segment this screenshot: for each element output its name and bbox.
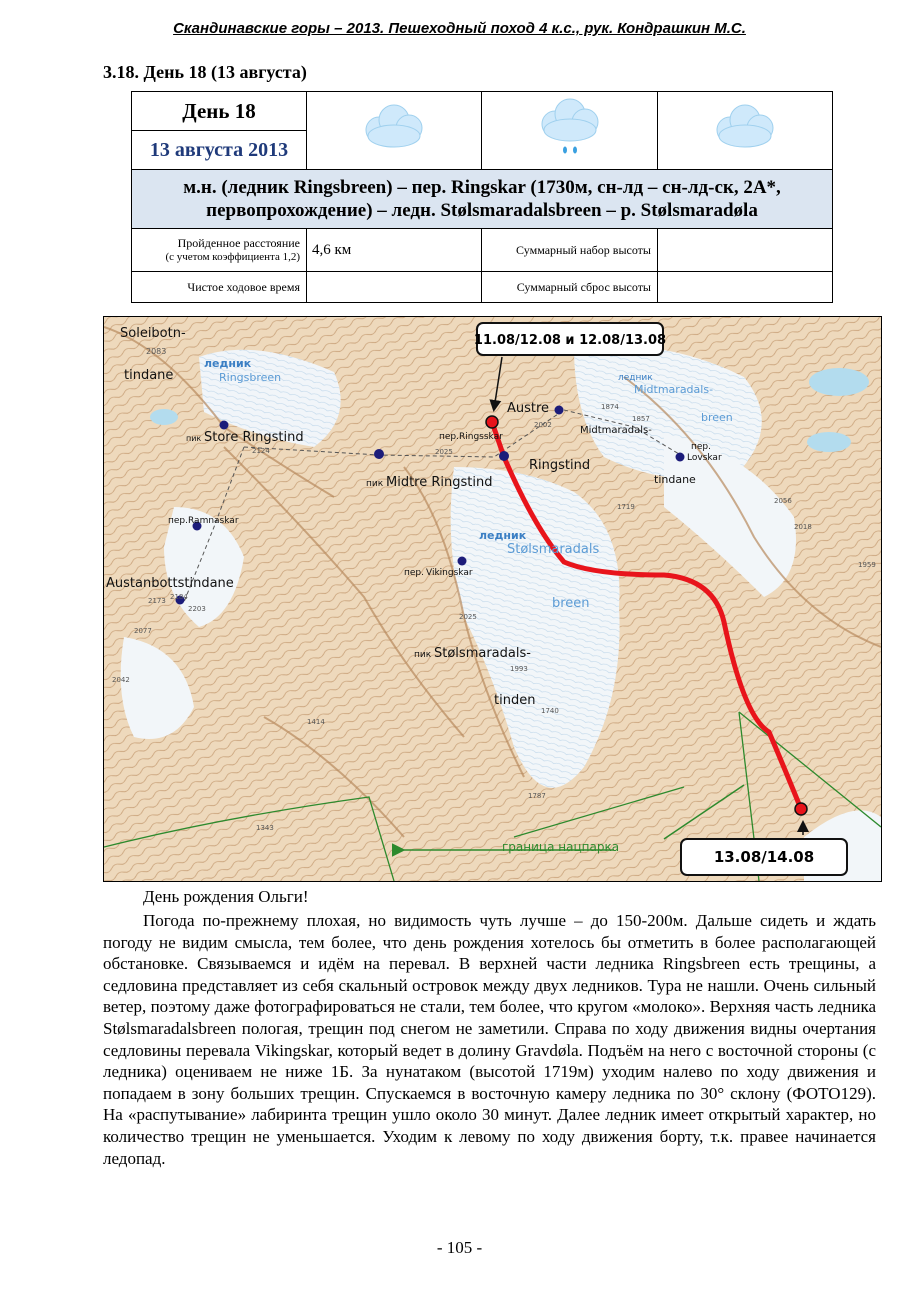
label-per-2: пер. — [691, 442, 711, 452]
cloud-icon — [710, 100, 780, 156]
page-number: - 105 - — [436, 1238, 483, 1257]
callout-top-text: 11.08/12.08 и 12.08/13.08 — [473, 333, 667, 348]
distance-label-line1: Пройденное расстояние — [177, 236, 300, 250]
section-title: 3.18. День 18 (13 августа) — [103, 62, 307, 82]
label-lednik-1: ледник — [204, 357, 252, 370]
label-breen-2: breen — [552, 596, 590, 611]
label-per-1: пер. — [439, 432, 459, 442]
paragraph-1: День рождения Ольги! — [143, 887, 309, 906]
label-2025-a: 2025 — [435, 448, 453, 456]
label-2042: 2042 — [112, 676, 130, 684]
label-1959: 1959 — [858, 561, 876, 569]
label-1343: 1343 — [256, 824, 274, 832]
weather-cell-3 — [658, 92, 833, 170]
label-per-4: пер. — [404, 568, 424, 578]
descent-label: Суммарный сброс высоты — [482, 272, 658, 303]
label-lovskar: Lovskar — [687, 453, 722, 463]
label-2173: 2173 — [148, 597, 166, 605]
label-midtre-ringstind: Midtre Ringstind — [386, 475, 493, 490]
label-stolsmaradals: Stølsmaradals — [507, 542, 600, 557]
label-midtmaradals: Midtmaradals- — [580, 425, 652, 436]
label-stolsmaradals-tind: Stølsmaradals- — [434, 646, 531, 661]
cloud-icon — [359, 100, 429, 156]
label-pik-2: пик — [366, 479, 384, 489]
label-midtmaradals-breen: Midtmaradals- — [634, 383, 714, 396]
label-1740: 1740 — [541, 707, 559, 715]
park-border-label: граница нацпарка — [502, 840, 620, 854]
label-ringsskar: Ringsskar — [459, 432, 503, 442]
label-2184: 2184 — [170, 593, 188, 601]
route-description — [132, 170, 833, 229]
distance-value: 4,6 км — [307, 229, 482, 272]
time-label: Чистое ходовое время — [132, 272, 307, 303]
label-2018: 2018 — [794, 523, 812, 531]
ascent-label: Суммарный набор высоты — [482, 229, 658, 272]
label-vikingskar: Vikingskar — [426, 568, 473, 578]
ascent-value — [658, 229, 833, 272]
descent-value — [658, 272, 833, 303]
rain-cloud-icon — [535, 96, 605, 160]
running-header: Скандинавские горы – 2013. Пешеходный поход 4 к.с., рук. Кондрашкин М.С. — [173, 20, 746, 37]
label-tindane-1: tindane — [124, 368, 174, 383]
label-austre: Austre — [507, 401, 550, 416]
label-2077: 2077 — [134, 627, 152, 635]
label-2025-b: 2025 — [459, 613, 477, 621]
day-date: 13 августа 2013 — [132, 131, 307, 170]
label-lednik-2: ледник — [618, 373, 653, 383]
label-store-ringstind: Store Ringstind — [204, 430, 304, 445]
label-2002: 2002 — [534, 421, 552, 429]
route-map — [103, 316, 882, 882]
label-1874: 1874 — [601, 403, 619, 411]
label-tinden: tinden — [494, 693, 536, 708]
weather-cell-2 — [482, 92, 658, 170]
label-lednik-3: ледник — [479, 529, 527, 542]
label-soleibotn: Soleibotn- — [120, 326, 186, 341]
label-2056: 2056 — [774, 497, 792, 505]
weather-cell-1 — [307, 92, 482, 170]
paragraph-2: Погода по-прежнему плохая, но видимость чуть лучше – до 150-200м. Дальше сидеть и ждать погоду не видим смысла, тем более, что день рождения хотелось бы отметить в более располагающей обстановке. Связываемся и идём на перевал. В верхней части ледника Ringsbreen есть трещины, а седловина представляет из себя скальный островок между двух ледников. Тура не нашли. Очень сильный ветер, поэтому даже фотографироваться не стали, тем более, что кругом «молоко». Верхняя часть ледника Stølsmaradalsbreen пологая, трещин под снегом не заметили. Справа по ходу движения видны очертания седловины перевала Vikingskar, который ведет в долину Gravdøla. Подъём на него с восточной стороны (с ледника) оцениваем не ниже 1Б. За нунатаком (высотой 1719м) уходим налево по ходу движения и попадаем в зону больших трещин. Спускаемся в восточную камеру ледника по 30° склону (ФОТО129). На «распутывание» лабиринта трещин ушло около 30 минут. Далее ледник имеет открытый характер, но количество трещин не уменьшается. Уходим к левому по ходу движения борту, т.к. правее начинается ледопад. — [103, 911, 876, 1168]
day-table — [131, 91, 833, 303]
label-breen-1: breen — [701, 411, 733, 424]
camp-start-marker — [486, 416, 498, 428]
distance-label-line2: (с учетом коэффициента 1,2) — [165, 251, 300, 263]
label-2083: 2083 — [146, 347, 167, 356]
label-pik-3: пик — [414, 650, 432, 660]
label-ringstind: Ringstind — [529, 458, 591, 473]
label-ringsbreen: Ringsbreen — [219, 371, 282, 384]
label-1414: 1414 — [307, 718, 325, 726]
label-per-3: пер. — [168, 516, 188, 526]
route-line-1: м.н. (ледник Ringsbreen) – пер. Ringskar (1730м, сн-лд – сн-лд-ск, 2А*, — [183, 177, 781, 198]
day-number: День 18 — [132, 92, 307, 131]
label-pik-1: пик — [186, 434, 202, 443]
label-1993: 1993 — [510, 665, 528, 673]
distance-label — [132, 229, 307, 272]
label-2124: 2124 — [252, 447, 270, 455]
camp-end-marker — [795, 803, 807, 815]
route-line-2: первопрохождение) – ледн. Stølsmaradalsbreen – р. Stølsmaradøla — [206, 200, 758, 221]
label-ramnaskar: Ramnaskar — [188, 516, 239, 526]
label-austanbottstindane: Austanbottstindane — [106, 576, 234, 591]
label-tindane-2: tindane — [654, 473, 696, 486]
callout-bottom-text: 13.08/14.08 — [713, 848, 815, 866]
label-1719: 1719 — [617, 503, 635, 511]
label-1787: 1787 — [528, 792, 546, 800]
label-1857: 1857 — [632, 415, 650, 423]
time-value — [307, 272, 482, 303]
label-2203: 2203 — [188, 605, 206, 613]
